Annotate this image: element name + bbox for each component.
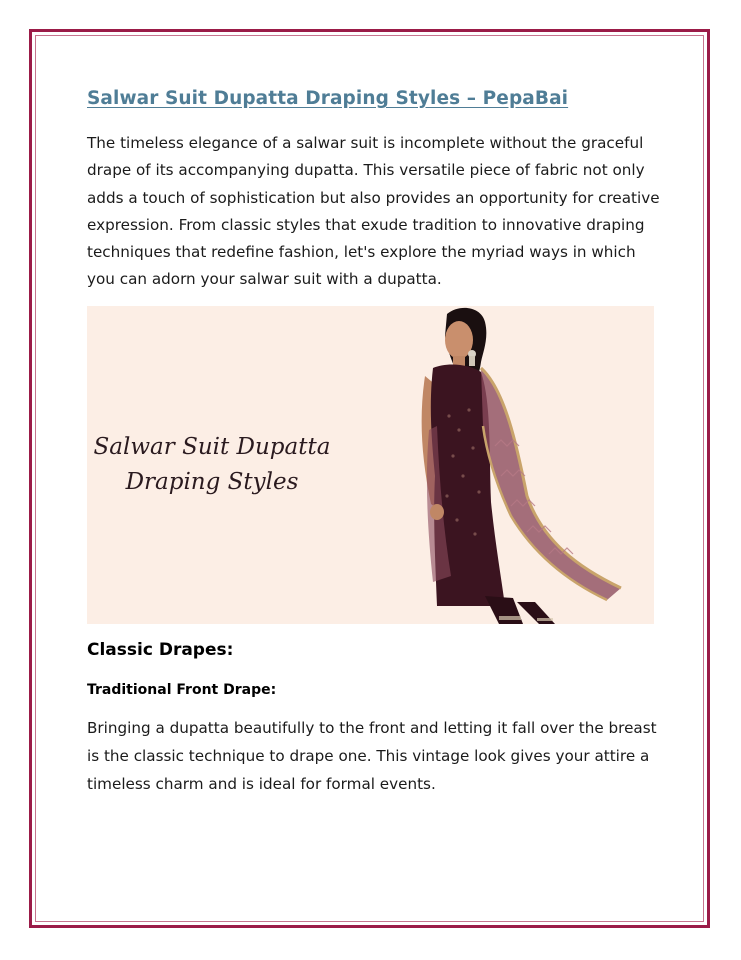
document-title[interactable]: Salwar Suit Dupatta Draping Styles – PepaBai: [87, 88, 569, 109]
banner-text-line2: Draping Styles: [125, 469, 299, 495]
subsection-body-text: Bringing a dupatta beautifully to the front and letting it fall over the breast is the classic technique to drape one. This vintage look gives your attire a timeless charm and is ideal for formal events.: [87, 719, 657, 793]
banner-illustration: [87, 306, 654, 624]
banner-image: [87, 306, 654, 624]
subsection-heading-traditional-front-drape: Traditional Front Drape:: [87, 682, 277, 698]
intro-paragraph: The timeless elegance of a salwar suit is incomplete without the graceful drape of its accompanying dupatta. This versatile piece of fabric not only adds a touch of sophistication but also provides an opportunity for creative expression. From classic styles that exude tradition to innovative draping techniques that redefine fashion, let's explore the myriad ways in which you can adorn your salwar suit with a dupatta.: [87, 134, 660, 289]
section-heading-classic-drapes: Classic Drapes:: [87, 640, 234, 660]
banner-text-line1: Salwar Suit Dupatta: [93, 434, 331, 460]
